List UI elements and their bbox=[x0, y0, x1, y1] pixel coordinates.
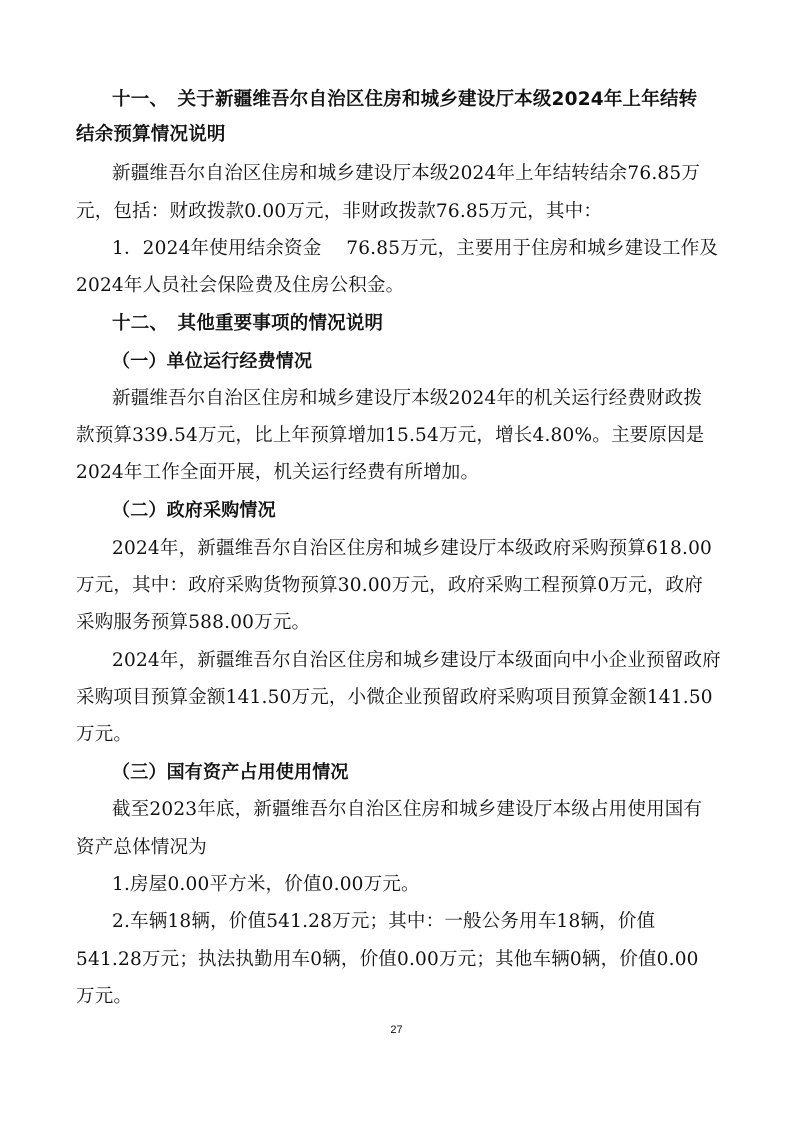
paragraph-line: 资产总体情况为 bbox=[76, 837, 207, 858]
paragraph-line: 元，包括：财政拨款0.00万元，非财政拨款76.85万元，其中： bbox=[76, 201, 603, 222]
page-number: 27 bbox=[390, 1024, 403, 1036]
paragraph-line: 2024年工作全面开展，机关运行经费有所增加。 bbox=[76, 462, 480, 483]
subsection-1-heading: （一）单位运行经费情况 bbox=[112, 351, 313, 372]
section-12-heading: 十二、 其他重要事项的情况说明 bbox=[112, 313, 384, 334]
paragraph-line: 万元。 bbox=[76, 724, 133, 745]
paragraph-line: 截至2023年底，新疆维吾尔自治区住房和城乡建设厅本级占用使用国有 bbox=[112, 799, 703, 820]
section-11-heading-line1: 十一、 关于新疆维吾尔自治区住房和城乡建设厅本级2024年上年结转 bbox=[112, 89, 698, 110]
paragraph-line: 1.房屋0.00平方米，价值0.00万元。 bbox=[112, 874, 420, 895]
paragraph-line: 2024年，新疆维吾尔自治区住房和城乡建设厅本级面向中小企业预留政府 bbox=[112, 650, 721, 671]
paragraph-line: 2.车辆18辆，价值541.28万元；其中：一般公务用车18辆，价值 bbox=[112, 911, 656, 932]
paragraph-line: 新疆维吾尔自治区住房和城乡建设厅本级2024年的机关运行经费财政拨 bbox=[112, 388, 703, 409]
paragraph-line: 万元，其中：政府采购货物预算30.00万元，政府采购工程预算0万元，政府 bbox=[76, 575, 703, 596]
paragraph-line: 新疆维吾尔自治区住房和城乡建设厅本级2024年上年结转结余76.85万 bbox=[112, 163, 701, 184]
paragraph-line: 采购项目预算金额141.50万元，小微企业预留政府采购项目预算金额141.50 bbox=[76, 687, 713, 708]
paragraph-line: 1．2024年使用结余资金 76.85万元，主要用于住房和城乡建设工作及 bbox=[112, 238, 719, 259]
subsection-3-heading: （三）国有资产占用使用情况 bbox=[112, 762, 349, 783]
paragraph-line: 采购服务预算588.00万元。 bbox=[76, 612, 311, 633]
section-11-heading-line2: 结余预算情况说明 bbox=[76, 124, 226, 145]
paragraph-line: 万元。 bbox=[76, 986, 133, 1007]
paragraph-line: 2024年，新疆维吾尔自治区住房和城乡建设厅本级政府采购预算618.00 bbox=[112, 538, 713, 559]
subsection-2-heading: （二）政府采购情况 bbox=[112, 500, 276, 521]
paragraph-line: 款预算339.54万元，比上年预算增加15.54万元，增长4.80%。主要原因是 bbox=[76, 425, 705, 446]
paragraph-line: 2024年人员社会保险费及住房公积金。 bbox=[76, 275, 405, 296]
paragraph-line: 541.28万元；执法执勤用车0辆，价值0.00万元；其他车辆0辆，价值0.00 bbox=[76, 949, 699, 970]
